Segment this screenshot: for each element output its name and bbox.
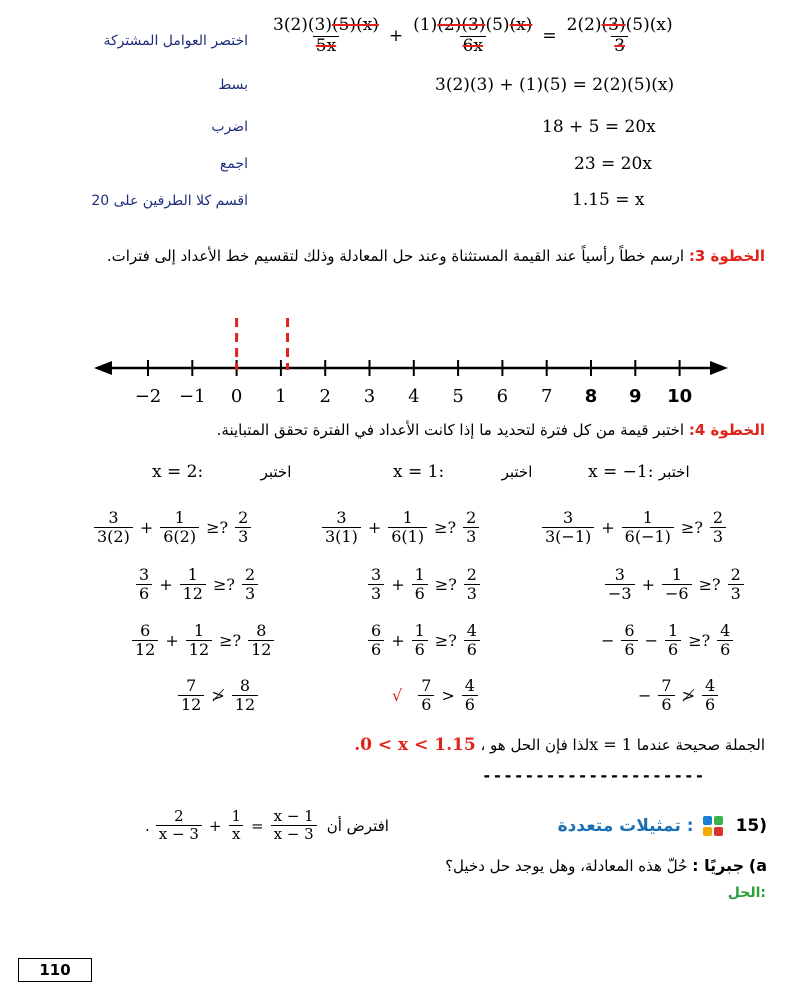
term3-numerator-c: (5)(x) <box>625 15 673 35</box>
number-line-tick-label: 1 <box>275 386 287 407</box>
term3-numerator-b: (3) <box>601 15 626 35</box>
test-header-word: اختبر <box>658 463 690 481</box>
test-1-row3: 6 6 + $\frac{1}{6}$ ≥? 4 6 <box>366 622 482 660</box>
term1-denominator: 5x <box>315 35 337 56</box>
multiple-representations-icon <box>702 815 724 837</box>
term1-numerator-a: 3(2)(3) <box>273 15 332 35</box>
number-line-tick-label: −1 <box>179 386 206 407</box>
test-2-row1: 3 3(2) + $\frac{1}{6(2)}$ ≥? 2 3 <box>92 509 253 547</box>
term2-numerator-a: (1) <box>413 15 438 35</box>
test-1-row1: 3 3(1) + $\frac{1}{6(1)}$ ≥? 2 3 <box>320 509 481 547</box>
test-header-2 <box>152 462 291 482</box>
number-line-tick-label: 10 <box>667 386 693 407</box>
number-line-tick-label: 6 <box>496 386 509 407</box>
conclusion-period: . <box>354 735 361 755</box>
number-line-tick-label: 4 <box>408 386 420 407</box>
number-line-tick-label: 9 <box>629 386 642 407</box>
step3-text: ارسم خطاً رأسياً عند القيمة المستثناة وعند حل المعادلة وذلك لتقسيم خط الأعداد إلى فترات. <box>106 247 685 265</box>
problem15-equation: . 2 x − 3 + $\frac{1}{x}$ = $\frac{x - 1}{x - 3}$ افترض أن <box>145 807 389 844</box>
problem15-title: تمثيلات متعددة : <box>557 815 694 836</box>
problem15-number: 15) <box>735 815 767 836</box>
number-line-tick-label: 3 <box>363 386 376 407</box>
conclusion-line <box>215 735 765 755</box>
right-arrow-icon <box>710 361 728 375</box>
equation-solution: 1.15 = x <box>572 190 645 210</box>
step3-paragraph <box>40 238 765 274</box>
solution-label: الحل: <box>727 885 766 901</box>
test-header-expr: x = 1: <box>393 462 445 482</box>
number-line <box>0 308 800 408</box>
number-line-tick-label: 2 <box>319 386 331 407</box>
part-a-letter: a) <box>748 856 767 875</box>
separator-line: --------------------- <box>482 766 706 785</box>
test-neg1-row2: 3 −3 + $\frac{1}{-6}$ ≥? 2 3 <box>603 566 746 604</box>
problem15-part-a <box>300 856 767 875</box>
step-label-divide: اقسم كلا الطرفين على 20 <box>91 193 248 209</box>
check-mark-icon: √ <box>392 686 403 706</box>
equation-multiplied: 18 + 5 = 20x <box>542 117 656 137</box>
test-neg1-row3: − $\frac{6}{6}$ − $\frac{1}{6}$ ≥? 4 6 <box>596 622 735 660</box>
test-header-expr: x = 2: <box>152 462 204 482</box>
left-arrow-icon <box>94 361 112 375</box>
term1-numerator-b: (5)(x) <box>331 15 379 35</box>
step4-text: اختبر قيمة من كل فترة لتحديد ما إذا كانت الأعداد في الفترة تحقق المتباينة. <box>216 421 685 439</box>
conclusion-text-a: الجملة صحيحة عندما <box>636 736 765 754</box>
step3-label: الخطوة 3: <box>688 247 765 265</box>
test-header-neg1 <box>588 462 690 482</box>
test-neg1-row1: 3 3(−1) + $\frac{1}{6(-1)}$ ≥? 2 3 <box>540 509 728 547</box>
step-label-simplify: بسط <box>218 77 248 93</box>
equation-simplified: 3(2)(3) + (1)(5) = 2(2)(5)(x) <box>435 75 675 95</box>
number-line-tick-label: 7 <box>540 386 553 407</box>
term2-numerator-b: (2)(3) <box>437 15 486 35</box>
step4-paragraph <box>40 421 765 439</box>
part-a-text: حُلّ هذه المعادلة، وهل يوجد حل دخيل؟ <box>445 857 688 875</box>
test-1-row2: 3 3 + $\frac{1}{6}$ ≥? 2 3 <box>366 566 482 604</box>
page-number: 110 <box>18 958 92 982</box>
problem15-intro: افترض أن <box>326 816 389 835</box>
test-2-row3: 6 12 + $\frac{1}{12}$ ≥? 8 12 <box>130 622 276 660</box>
test-2-row2: 3 6 + $\frac{1}{12}$ ≥? 2 3 <box>134 566 260 604</box>
test-header-word: اختبر <box>501 463 533 481</box>
test-2-row4: 7 12 ≯ 8 12 <box>176 677 260 715</box>
conclusion-text-b: x = 1 <box>589 735 632 754</box>
test-header-1 <box>393 462 532 482</box>
number-line-tick-label: 5 <box>452 386 464 407</box>
term2-denominator: 6x <box>462 35 483 56</box>
step4-label: الخطوة 4: <box>688 421 765 439</box>
term3-numerator-a: 2(2) <box>566 15 602 35</box>
conclusion-text-c: ، لذا فإن الحل هو <box>480 736 590 754</box>
test-neg1-row4: − $\frac{7}{6}$ ≯ 4 6 <box>633 677 720 715</box>
term2-numerator-d: (x) <box>509 15 533 35</box>
problem15-header <box>145 808 767 844</box>
number-line-tick-label: −2 <box>134 386 162 407</box>
step-label-multiply: اضرب <box>211 119 248 135</box>
conclusion-answer: 0 < x < 1.15 <box>360 735 476 755</box>
test-header-expr: x = −1: <box>588 462 654 482</box>
step-label-add: اجمع <box>219 156 248 172</box>
number-line-tick-label: 0 <box>230 386 243 407</box>
term3-denominator: 3 <box>614 35 626 56</box>
number-line-tick-label: 8 <box>584 386 598 407</box>
test-1-row4: √ 7 6 > 4 6 <box>392 677 480 715</box>
equation-common-factors: 3(2)(3)(5)(x) 5x + $\frac{(1)(2)(3)(5)(x)}{6x}$ = $\frac{2(2)(3)(5)(x)}{3}$ <box>273 15 673 56</box>
equation-added: 23 = 20x <box>574 154 652 174</box>
part-a-title: جبريًا : <box>692 856 745 875</box>
term2-numerator-c: (5) <box>485 15 510 35</box>
step-label-simplify-common: اختصر العوامل المشتركة <box>103 33 248 49</box>
test-header-word: اختبر <box>260 463 292 481</box>
